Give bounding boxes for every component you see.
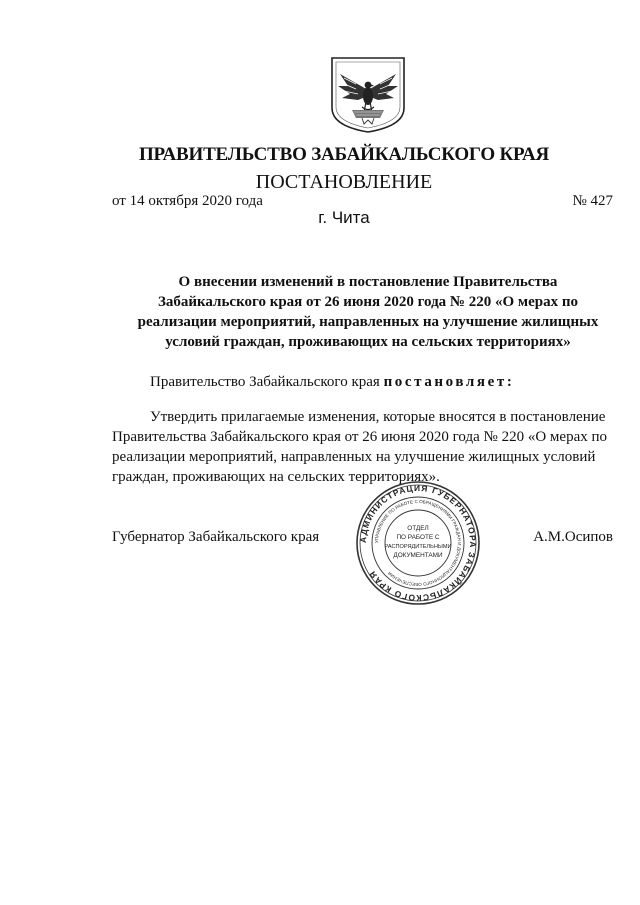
document-number: № 427 [572, 193, 613, 209]
body-line: Утвердить прилагаемые изменения, которые вносятся в постановление [150, 409, 606, 425]
body-paragraph [112, 407, 615, 487]
subject-line: реализации мероприятий, направленных на улучшение жилищных [137, 314, 599, 330]
document-date: от 14 октября 2020 года [112, 193, 263, 209]
resolution-lead: Правительство Забайкальского края [150, 374, 380, 390]
subject-line: условий граждан, проживающих на сельских территориях» [165, 334, 571, 350]
stamp-outer-text: АДМИНИСТРАЦИЯ ГУБЕРНАТОРА ЗАБАЙКАЛЬСКОГО КРАЯ [357, 482, 479, 604]
signer-title: Губернатор Забайкальского края [112, 529, 320, 545]
svg-text:УПРАВЛЕНИЕ ПО РАБОТЕ С ОБРАЩЕН [374, 499, 462, 587]
official-stamp [353, 478, 483, 608]
resolution-line [150, 374, 514, 391]
subject-line: Забайкальского края от 26 июня 2020 года № 220 «О мерах по [157, 294, 579, 310]
stamp-middle-text: УПРАВЛЕНИЕ ПО РАБОТЕ С ОБРАЩЕНИЯМИ ГРАЖДАН И ДОКУМЕНТАЦИОННОГО ОБЕСПЕЧЕНИЯ [373, 498, 463, 588]
body-line: Правительства Забайкальского края от 26 июня 2020 года № 220 «О мерах по [112, 429, 607, 445]
subject-line: О внесении изменений в постановление Правительства [178, 274, 558, 290]
resolution-verb: постановляет: [383, 374, 515, 390]
stamp-center-line: ПО РАБОТЕ С [396, 534, 440, 541]
coat-of-arms-emblem [326, 56, 410, 134]
document-subject [118, 272, 618, 352]
signer-name: А.М.Осипов [533, 529, 613, 545]
stamp-center-line: ОТДЕЛ [407, 525, 429, 532]
document-type: ПОСТАНОВЛЕНИЕ [255, 171, 433, 193]
body-line: реализации мероприятий, направленных на улучшение жилищных условий [112, 449, 596, 465]
stamp-center-line: ДОКУМЕНТАМИ [393, 552, 443, 559]
stamp-center-line: РАСПОРЯДИТЕЛЬНЫМИ [384, 544, 452, 550]
government-title: ПРАВИТЕЛЬСТВО ЗАБАЙКАЛЬСКОГО КРАЯ [138, 144, 550, 165]
body-line: граждан, проживающих на сельских территориях». [112, 469, 440, 485]
document-city: г. Чита [318, 208, 370, 227]
